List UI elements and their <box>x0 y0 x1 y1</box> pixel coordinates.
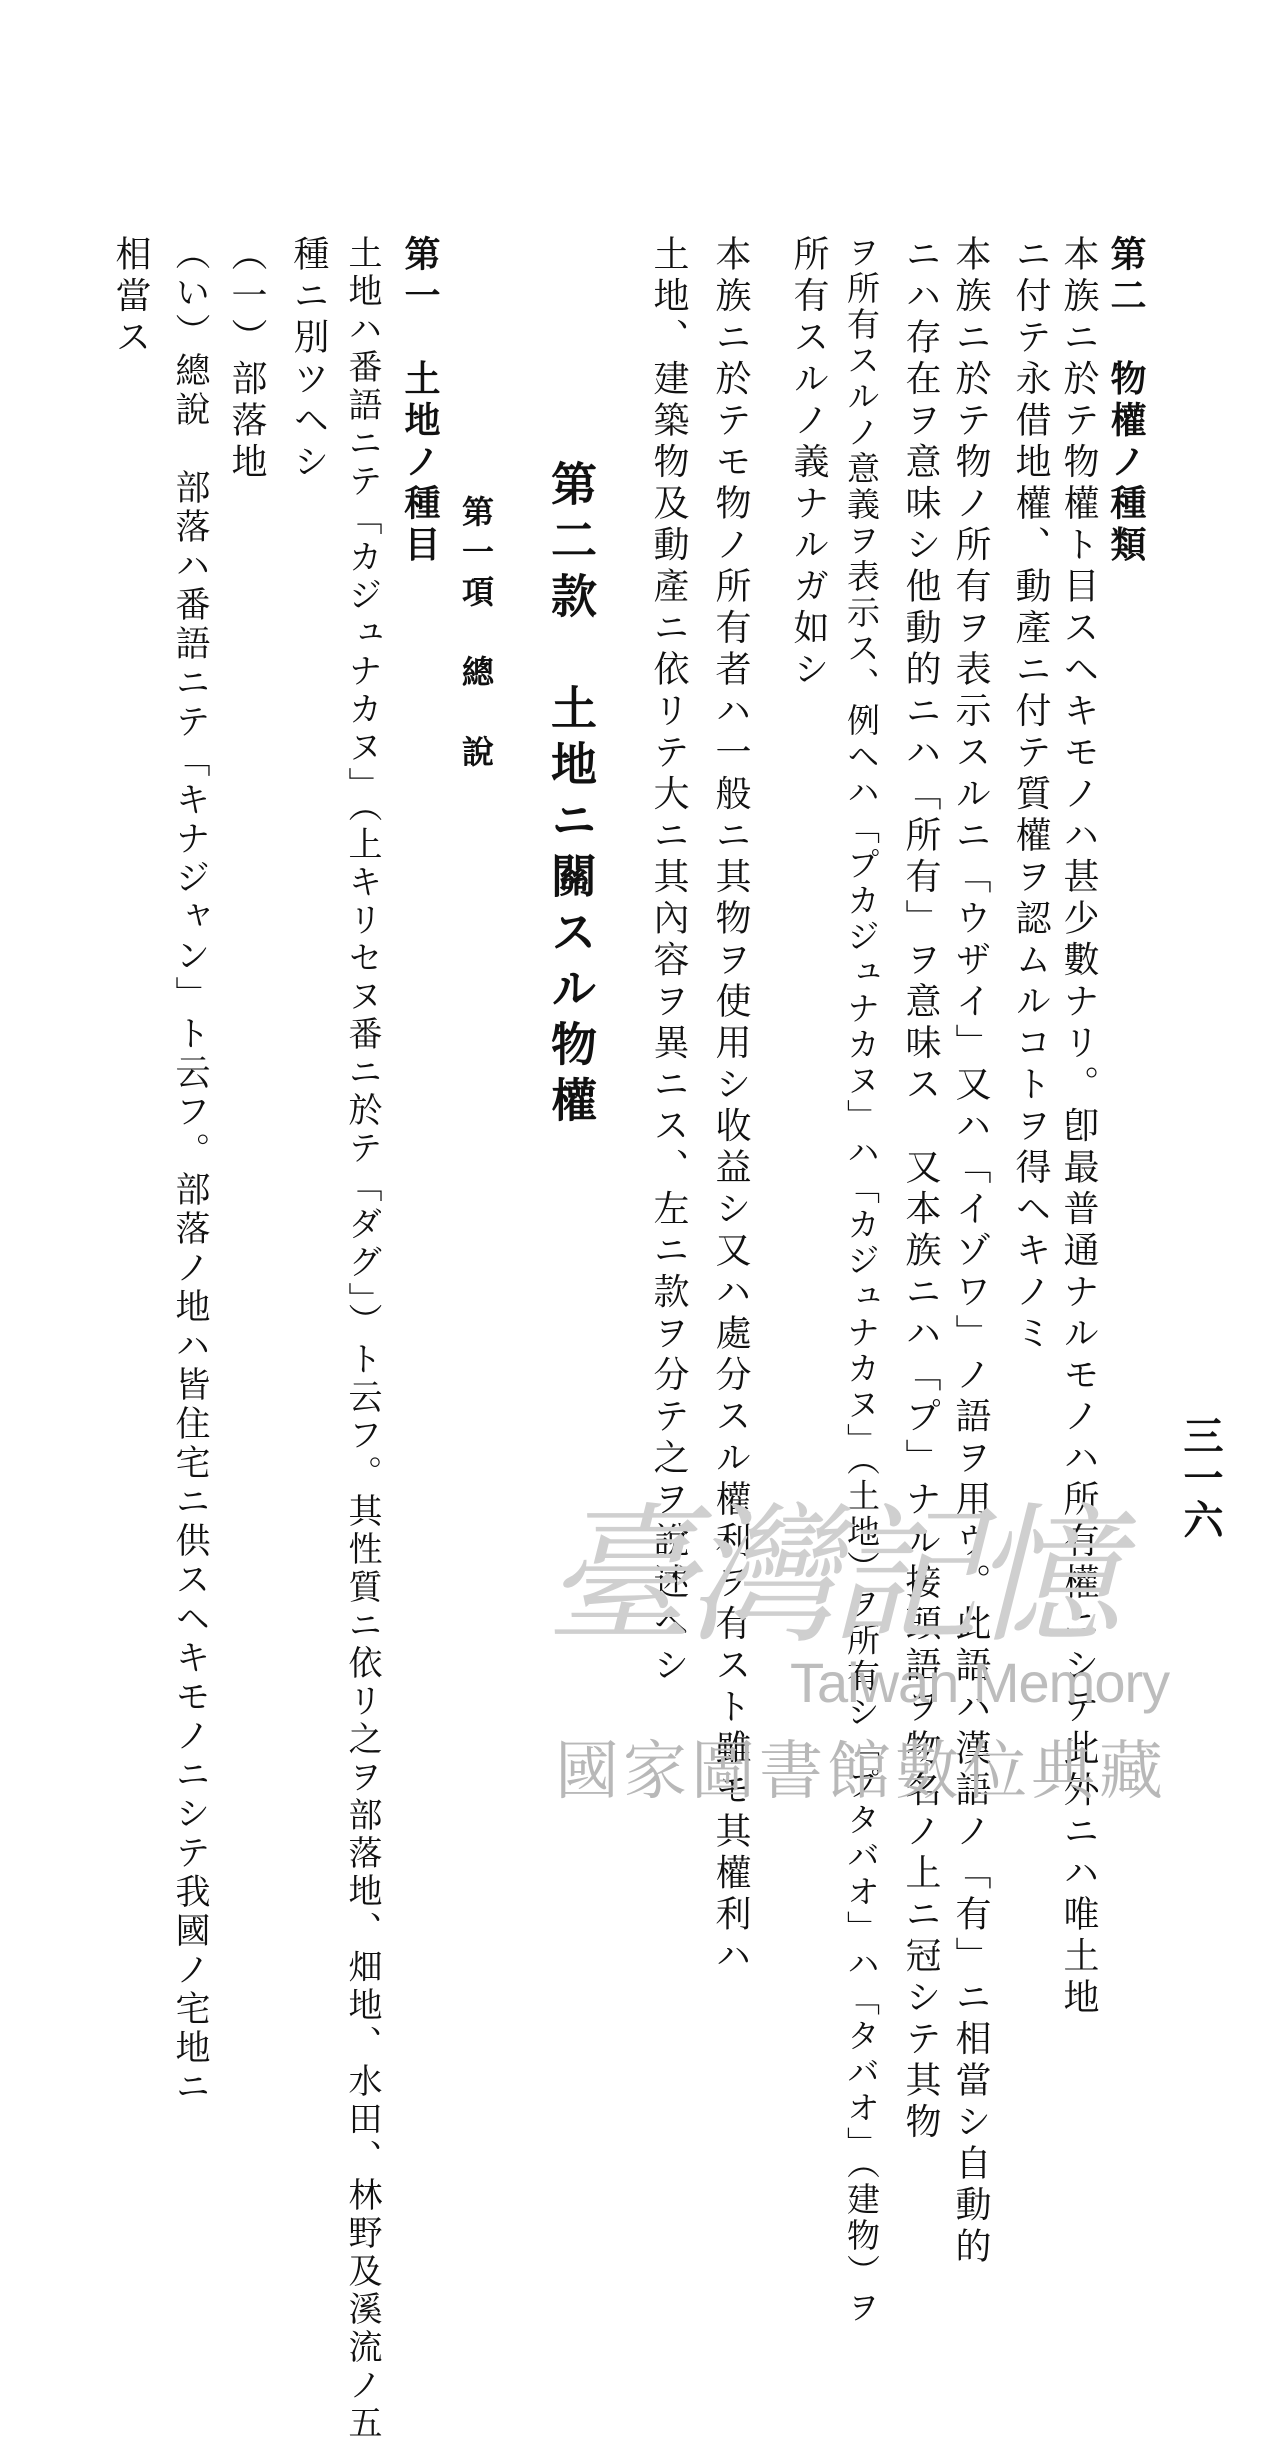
watermark-english: Taiwan Memory <box>790 1651 1170 1714</box>
text-line: 本族ニ於テモ物ノ所有者ハ一般ニ其物ヲ使用シ收益シ又ハ處分スル權利ヲ有スト雖モ其權利ハ <box>710 235 751 1978</box>
text-line: （い）總說 部落ハ番語ニテ「キナジャン」ト云フ。部落ノ地ハ皆住宅ニ供スヘキモノニシテ我國ノ宅地ニ <box>170 235 210 2107</box>
watermark-chinese: 國家圖書館數位典藏 <box>555 1735 1167 1809</box>
text-line: ニ付テ永借地權、動產ニ付テ質權ヲ認ムルコトヲ得ヘキノミ <box>1010 235 1051 1356</box>
text-line: ヲ所有スルノ意義ヲ表示ス、例ヘハ「プカジュナカヌ」ハ「カジュナカヌ」（土地）ヲ所有シ「プタバオ」ハ「タバオ」（建物）ヲ <box>842 235 881 2326</box>
text-line: 本族ニ於テ物權ト目スヘキモノハ甚少數ナリ。卽最普通ナルモノハ所有權ニシテ此外ニハ唯土地 <box>1058 235 1099 2020</box>
chapter-heading: 第二款 土地ニ關スル物權 <box>544 460 598 1132</box>
text-line: 相當ス <box>110 235 151 360</box>
text-line: ニハ存在ヲ意味シ他動的ニハ「所有」ヲ意味ス 又本族ニハ「プ」ナル接頭語ヲ物名ノ上ニ冠シテ其物 <box>900 235 941 2144</box>
subsection-heading: 第一項 總 說 <box>457 495 495 775</box>
section-heading: 第二 物權ノ種類 <box>1105 235 1147 567</box>
text-line: 所有スルノ義ナルガ如シ <box>788 235 829 692</box>
text-line: 土地、建築物及動產ニ依リテ大ニ其內容ヲ異ニス、左ニ款ヲ分テ之ヲ說述ヘシ <box>648 235 689 1688</box>
watermark-logo: 臺灣記憶 <box>545 1490 1114 1664</box>
text-line: 本族ニ於テ物ノ所有ヲ表示スルニ「ウザイ」又ハ「イゾワ」ノ語ヲ用ウ。此語ハ漢語ノ「有」ニ相當シ自動的 <box>950 235 991 2269</box>
text-line: 種ニ別ツヘシ <box>288 235 329 484</box>
item-heading: 第一 土地ノ種目 <box>399 235 441 567</box>
page-number: 三一六 <box>1177 1415 1224 1541</box>
list-heading: （一）部落地 <box>226 235 267 484</box>
text-line: 土地ハ番語ニテ「カジュナカヌ」（上キリセヌ番ニ於テ「ダグ」）ト云フ。其性質ニ依リ之ヲ部落地、畑地、水田、林野及溪流ノ五 <box>342 235 382 2443</box>
